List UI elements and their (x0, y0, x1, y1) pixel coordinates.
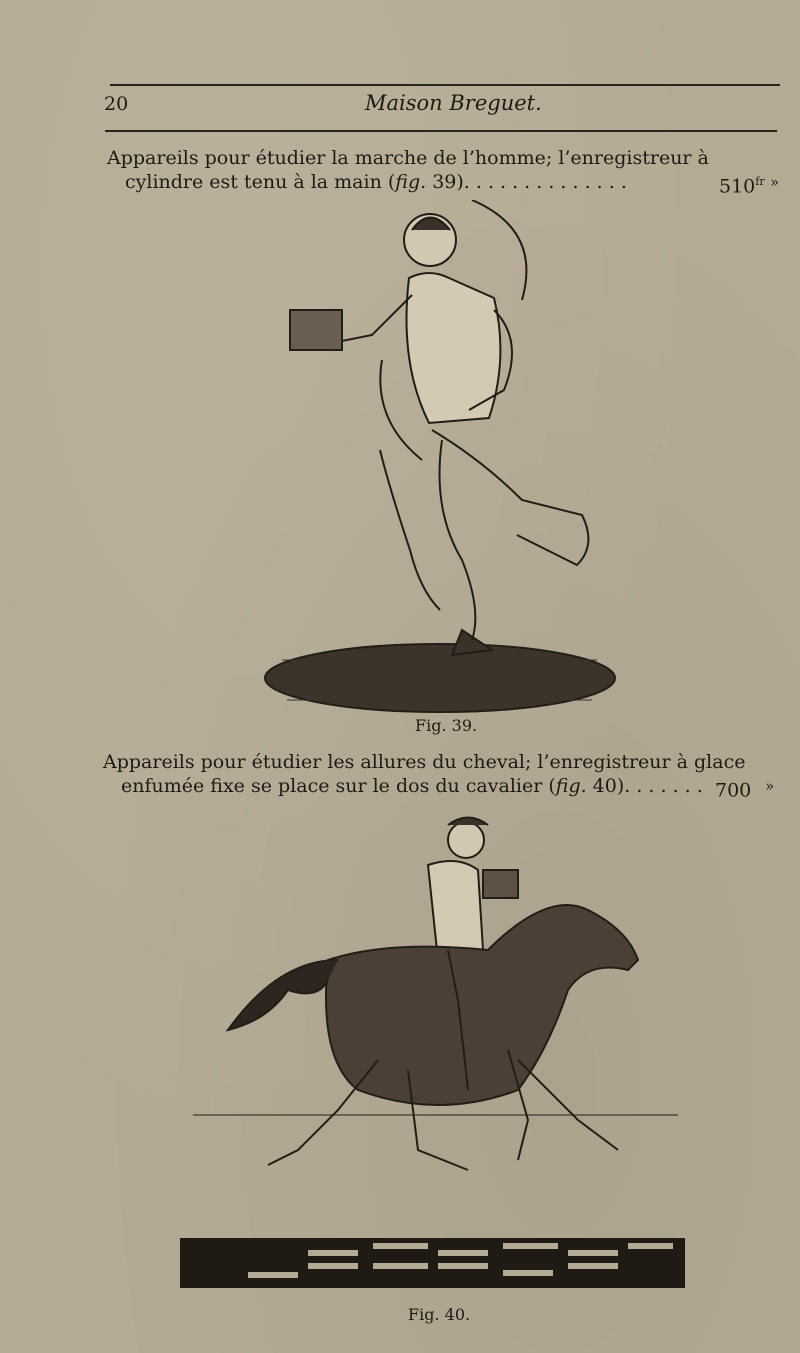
figure-40-caption: Fig. 40. (408, 1305, 471, 1324)
entry-mark: » (765, 777, 775, 795)
price-value: 700 (715, 779, 752, 802)
page-number: 20 (104, 93, 129, 115)
entry-line-2 (121, 774, 703, 798)
running-man-with-recorder-illustration (262, 200, 617, 715)
catalog-entry-walking (107, 146, 780, 198)
header-top-rule (110, 84, 780, 86)
entry-line-1: Appareils pour étudier les allures du cheval; l’enregistreur à glace (103, 751, 746, 773)
entry-price (719, 170, 765, 198)
price-value: 510 (719, 175, 756, 198)
entry-leader: 39). . . . . . . . . . . . . . (426, 171, 627, 193)
entry-leader: 40). . . . . . . (586, 775, 703, 797)
catalog-entry-horse (103, 750, 775, 802)
entry-mark: » (770, 173, 780, 191)
entry-line-1: Appareils pour étudier la marche de l’homme; l’enregistreur à (107, 147, 709, 169)
horse-rider-with-recorder-illustration (178, 810, 690, 1295)
header-bottom-rule (105, 130, 777, 132)
price-unit: fr (755, 175, 765, 188)
running-title: Maison Breguet. (365, 91, 542, 115)
entry-text: cylindre est tenu à la main ( (125, 171, 396, 193)
entry-text: enfumée fixe se place sur le dos du cavalier ( (121, 775, 556, 797)
entry-price (715, 774, 751, 802)
entry-line-2 (125, 170, 627, 194)
figure-reference: fig. (555, 775, 587, 797)
figure-reference: fig. (395, 171, 427, 193)
figure-39-caption: Fig. 39. (415, 716, 478, 735)
